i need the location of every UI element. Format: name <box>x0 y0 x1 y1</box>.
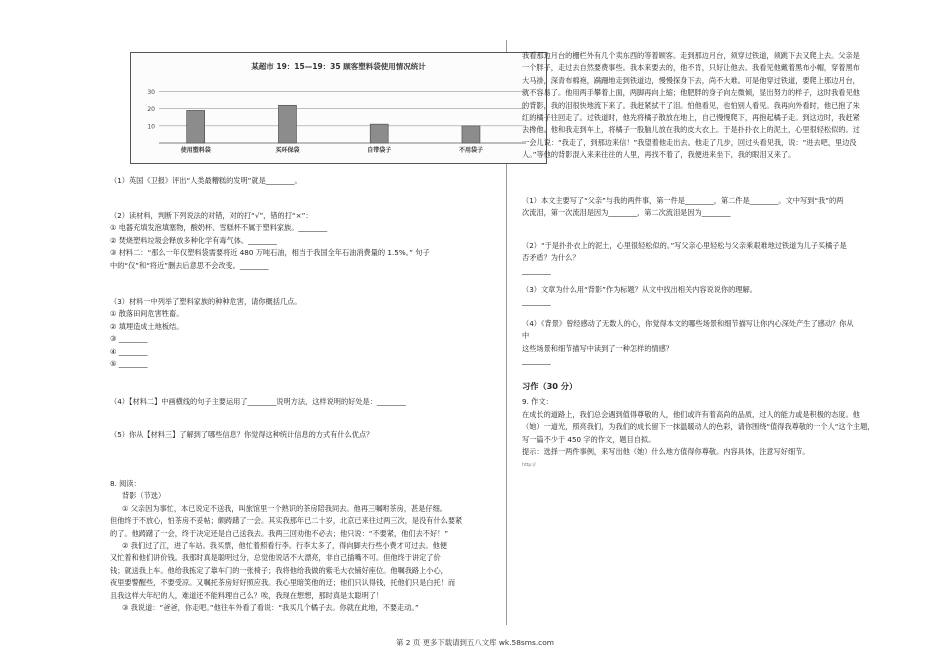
reading-question-4 <box>522 318 917 368</box>
x-tick-label: 自带袋子 <box>367 147 392 154</box>
answer-blank: ________ <box>522 356 551 366</box>
x-tick-label: 不用袋子 <box>458 147 483 154</box>
section-heading: 习作（30 分） <box>522 381 578 391</box>
question-2-line: ① 电器充填发泡填塞物，酸奶杯、雪糕杯不属于塑料家族。________ <box>110 223 328 233</box>
question-3-line: ① 散落田间危害牲畜。 <box>110 309 184 319</box>
question-2-line: 中的“仅”和“将近”删去后意思不会改变。________ <box>110 260 269 270</box>
reading-question-1-line: （1）本文主要写了“父亲”与我的两件事，第一件是________，第二件是________。文中写到“我”的两 <box>522 196 844 205</box>
passage-line: 且我这样大年纪的人，难道还不能料理自己么？唉，我现在想想，那时真是太聪明了！ <box>110 590 384 600</box>
question-3-line: ② 填埋造成土地板结。 <box>110 321 184 331</box>
passage-line: 去搀他。他和我走到车上，将橘子一股脑儿放在我的皮大衣上。于是扑扑衣上的泥土，心里很轻松似的。过 <box>522 125 860 135</box>
question-2 <box>110 210 495 272</box>
reading-question-2-line: 否矛盾？为什么？ <box>522 253 580 263</box>
passage-line: 红的橘子往回走了。过铁道时，他先将橘子散放在地上，自己慢慢爬下，再抱起橘子走。到这边时，我赶紧 <box>522 113 860 123</box>
bar <box>370 124 388 143</box>
reading-question-4-line: 这些场景和细节描写中读到了一种怎样的情感？ <box>522 343 673 353</box>
essay-prompt-line: 提示：选择一两件事例，来写出他（她）什么地方值得你尊敬。内容具体，注意写好细节。 <box>522 447 810 457</box>
tiny-url: http:// <box>522 463 536 469</box>
passage-line: 钱；就送我上车。他给我拣定了靠车门的一张椅子；我将他给我做的紫毛大衣铺好座位。他嘱我路上小心， <box>110 565 448 575</box>
x-tick-label: 买环保袋 <box>275 147 300 154</box>
question-1-text: （1）英国《卫报》评出“人类最糟糕的发明”就是________。 <box>110 176 302 185</box>
question-3-line: ④ ________ <box>110 346 148 356</box>
bar <box>187 110 205 143</box>
passage-line: 的背影，我的泪很快地流下来了。我赶紧拭干了泪。怕他看见，也怕别人看见。我再向外看时，他已抱了朱 <box>522 100 860 110</box>
passage-line: 又忙着和他们讲价钱。我那时真是聪明过分，总觉他说话不大漂亮，非自己插嘴不可。但他终于讲定了价 <box>110 553 441 563</box>
passage-line: 一会儿说：“我走了，到那边来信！”我望着他走出去。他走了几步，回过头看见我，说：“进去吧，里边没 <box>522 137 857 147</box>
question-3-line: ⑤ ________ <box>110 359 148 369</box>
passage-line: 的了。他踌躇了一会，终于决定还是自己送我去。我两三回劝他不必去；他只说：“不要紧，他们去不好！” <box>110 528 449 538</box>
reading-question-3-line: （3）文章为什么用“背影”作为标题？从文中找出相关内容说说你的理解。 <box>522 285 757 294</box>
reading-section <box>110 478 495 614</box>
question-3-line: （3）材料一中列举了塑料家族的种种危害，请你概括几点。 <box>110 297 302 306</box>
question-8-title: 8. 阅读： <box>110 479 141 488</box>
page-footer: 第 2 页 更多下载请到五八文库 wk.58sms.com <box>396 638 554 647</box>
passage-line: 大马褂，深青布棉袍，蹒跚地走到铁道边，慢慢探身下去，尚不大难。可是他穿过铁道，要爬上那边月台， <box>522 75 860 85</box>
question-9-title: 9. 作文： <box>522 397 553 407</box>
question-4-text: （4）【材料二】中画横线的句子主要运用了________说明方法，这样说明的好处是：________ <box>110 397 406 406</box>
question-2-line: ② 焚烧塑料垃圾会释放多种化学有毒气体。________ <box>110 235 277 245</box>
reading-question-4-line: （4）《背景》曾经感动了无数人的心，你觉得本文的哪些场景和细节描写让你内心深处产生了感动？你从 <box>522 319 854 328</box>
bar <box>462 126 480 143</box>
y-tick-label: 30 <box>147 89 155 97</box>
answer-blank: ________ <box>522 265 551 275</box>
passage-title: 背影（节选） <box>122 491 166 501</box>
reading-question-1 <box>522 195 917 220</box>
bar-chart <box>130 52 547 164</box>
passage-continued <box>522 50 917 162</box>
essay-prompt-line: （她）一道光，照亮我们，为我们的成长留下一抹温暖动人的色彩，请你围绕“值得我尊敬的一个人“这个主题， <box>522 422 875 432</box>
passage-line: 就不容易了。他用两手攀着上面，两脚再向上缩；他肥胖的身子向左微倾，显出努力的样子，这时我看见他 <box>522 88 860 98</box>
x-tick-label: 使用塑料袋 <box>180 147 211 154</box>
passage-line: 我看那边月台的栅栏外有几个卖东西的等着顾客。走到那边月台，须穿过铁道，须跳下去又爬上去。父亲是 <box>522 51 860 60</box>
question-4 <box>110 396 495 408</box>
question-1 <box>110 175 495 187</box>
reading-question-1-line: 次流泪，第一次流泪是因为________，第二次流泪是因为________ <box>522 208 731 218</box>
y-tick-label: 10 <box>147 123 155 131</box>
passage-line: 人。”等他的背影混入来来往往的人里，再找不着了，我便进来坐下，我的眼泪又来了。 <box>522 150 796 160</box>
passage-line: 但他终于不放心，怕茶房不妥帖；颇踌躇了一会。其实我那年已二十岁，北京已来往过两三次，是没有什么要紧 <box>110 516 463 526</box>
question-5 <box>110 429 495 441</box>
essay-prompt-line: 写一篇不少于 450 字的作文，题目自拟。 <box>522 434 656 444</box>
reading-question-4-line: 中 <box>522 331 530 341</box>
question-3 <box>110 296 495 370</box>
passage-line: 夜里要警醒些，不要受凉。又嘱托茶房好好照应我。我心里暗笑他的迂；他们只认得钱，托他们只是白托！而 <box>110 578 456 588</box>
answer-blank: ________ <box>522 297 551 307</box>
passage-line: ③ 我说道：“爸爸，你走吧。”他往车外看了看说：“我买几个橘子去。你就在此地，不要走动。” <box>122 603 419 613</box>
reading-question-3 <box>522 270 917 309</box>
writing-section <box>522 380 917 473</box>
chart-title: 某超市 19：15—19：35 顾客塑料袋使用情况统计 <box>251 62 426 71</box>
question-5-text: （5）你从【材料三】了解到了哪些信息？你觉得这种统计信息的方式有什么优点？ <box>110 430 374 439</box>
question-3-line: ③ ________ <box>110 334 148 344</box>
question-2-line: （2）读材料，判断下列说法的对错，对的打“√”，错的打“×”： <box>110 211 313 220</box>
reading-question-2-line: （2）“于是扑扑衣上的泥土，心里很轻松似的。”写父亲心里轻松与父亲乘艰难地过铁道为儿子买橘子是 <box>522 241 847 250</box>
y-tick-label: 20 <box>147 106 155 114</box>
question-2-line: ③ 材料二：“那么一年仅塑料袋需要将近 480 万吨石油，相当于我国全年石油消费量的 1.5%。” 句子 <box>110 248 430 258</box>
bar <box>278 105 296 143</box>
passage-line: ② 我们过了江，进了车站。我买票，他忙着照看行李。行李太多了，得向脚夫行些小费才可过去。他便 <box>122 541 447 551</box>
essay-prompt-line: 在成长的道路上，我们总会遇到值得尊敬的人，他们或许有着高尚的品质，过人的能力或是积极的态度。他 <box>522 409 860 419</box>
passage-line: 一个胖子，走过去自然要费事些。我本来要去的，他不肯，只好让他去。我看见他戴着黑布小帽，穿着黑布 <box>522 63 860 73</box>
chart-svg <box>131 53 546 163</box>
passage-line: ① 父亲因为事忙，本已说定不送我，叫旅馆里一个熟识的茶房陪我同去。他再三嘱咐茶房，甚是仔细。 <box>122 503 447 513</box>
